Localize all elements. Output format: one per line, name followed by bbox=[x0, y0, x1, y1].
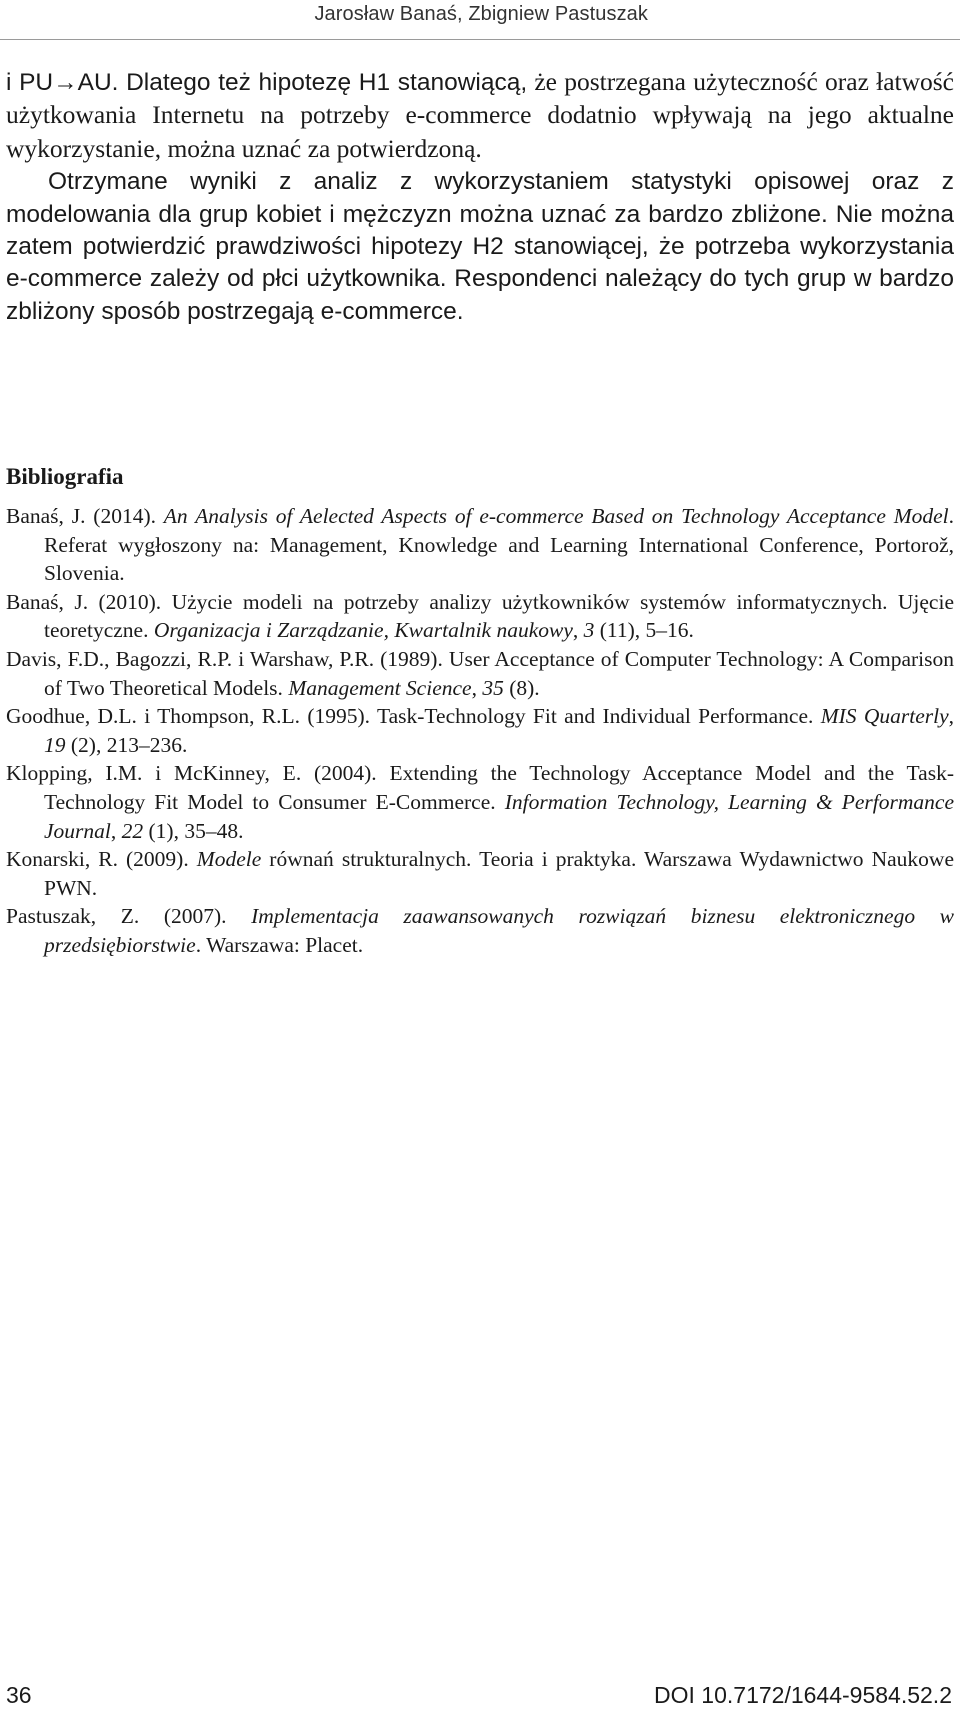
paragraph-conclusion-h1-lead: i PU→AU. Dlatego też hipotezę H1 stanowiącą, bbox=[6, 69, 528, 96]
reference-text: Pastuszak, Z. (2007). bbox=[6, 904, 252, 929]
reference-item bbox=[6, 845, 954, 902]
reference-item bbox=[6, 902, 954, 959]
reference-title: Modele bbox=[196, 847, 262, 872]
reference-journal: Management Science bbox=[288, 675, 472, 700]
reference-text: , bbox=[471, 675, 483, 700]
reference-text: Davis, F.D., Bagozzi, R.P. i Warshaw, P.R. (1989). User Acceptance of Computer Technology: A Comparison of Two Theoretical Models. bbox=[6, 646, 954, 700]
paragraph-conclusion-h1-rest: że postrzegana użyteczność oraz łatwość użytkowania Internetu na potrzeby e-commerce dodatnio wpływają na jego aktualne wykorzystanie, można uznać za potwierdzoną. bbox=[6, 67, 955, 163]
reference-item bbox=[6, 702, 954, 759]
reference-text: (2), 213–236. bbox=[65, 732, 188, 757]
reference-text: . Warszawa: Placet. bbox=[195, 932, 364, 957]
reference-text: , bbox=[110, 818, 122, 843]
reference-text: Konarski, R. (2009). bbox=[6, 847, 197, 872]
reference-item bbox=[6, 502, 954, 588]
reference-text: , bbox=[572, 618, 584, 643]
reference-journal: Information Technology, Learning & Performance Journal bbox=[44, 789, 955, 843]
reference-volume: 35 bbox=[482, 675, 504, 700]
paragraph-conclusion-h1 bbox=[6, 66, 954, 166]
bibliography-heading: Bibliografia bbox=[6, 464, 124, 489]
reference-text: (8). bbox=[503, 675, 540, 700]
reference-title: Implementacja zaawansowanych rozwiązań biznesu elektronicznego w przedsiębiorstwie bbox=[44, 904, 954, 957]
running-header bbox=[0, 0, 960, 40]
reference-journal: Organizacja i Zarządzanie, Kwartalnik naukowy bbox=[153, 618, 573, 643]
running-header-authors: Jarosław Banaś, Zbigniew Pastuszak bbox=[314, 3, 648, 25]
paragraph-conclusion-h2: Otrzymane wyniki z analiz z wykorzystaniem statystyki opisowej oraz z modelowania dla grup kobiet i mężczyzn można uznać za bardzo zbliżone. Nie można zatem potwierdzić prawdziwości hipotezy H2 stanowiącej, że potrzeba wykorzystania e-commerce zależy od płci użytkownika. Respondenci należący do tych grup w bardzo zbliżony sposób postrzegają e-commerce. bbox=[6, 168, 954, 325]
page-number: 36 bbox=[6, 1682, 32, 1708]
reference-journal: MIS Quarterly bbox=[820, 704, 949, 729]
reference-text: Goodhue, D.L. i Thompson, R.L. (1995). Task-Technology Fit and Individual Performance. bbox=[6, 704, 821, 729]
doi-footer: DOI 10.7172/1644-9584.52.2 bbox=[654, 1682, 952, 1708]
reference-text: (1), 35–48. bbox=[143, 818, 244, 843]
reference-text: Banaś, J. (2010). Użycie modeli na potrzeby analizy użytkowników systemów informatycznych. Ujęcie teoretyczne. bbox=[6, 589, 954, 643]
reference-text: . Referat wygłoszony na: Management, Knowledge and Learning International Conference, Portorož, Slovenia. bbox=[44, 504, 955, 586]
bibliography-section bbox=[6, 462, 954, 960]
reference-volume: 3 bbox=[583, 618, 595, 643]
reference-text: (11), 5–16. bbox=[594, 618, 694, 643]
reference-text: Klopping, I.M. i McKinney, E. (2004). Extending the Technology Acceptance Model and the Task-Technology Fit Model to Consumer E-Commerce. bbox=[6, 761, 954, 814]
reference-title: An Analysis of Aelected Aspects of e-commerce Based on Technology Acceptance Model bbox=[163, 504, 949, 528]
reference-text: równań strukturalnych. Teoria i praktyka. Warszawa Wydawnictwo Naukowe PWN. bbox=[44, 847, 955, 900]
reference-item bbox=[6, 588, 954, 645]
reference-volume: 22 bbox=[121, 818, 144, 843]
reference-text: , bbox=[948, 704, 954, 729]
reference-item bbox=[6, 645, 954, 702]
reference-volume: 19 bbox=[44, 732, 66, 757]
reference-item bbox=[6, 759, 954, 845]
reference-text: Banaś, J. (2014). bbox=[6, 504, 164, 528]
body-text bbox=[6, 66, 954, 328]
